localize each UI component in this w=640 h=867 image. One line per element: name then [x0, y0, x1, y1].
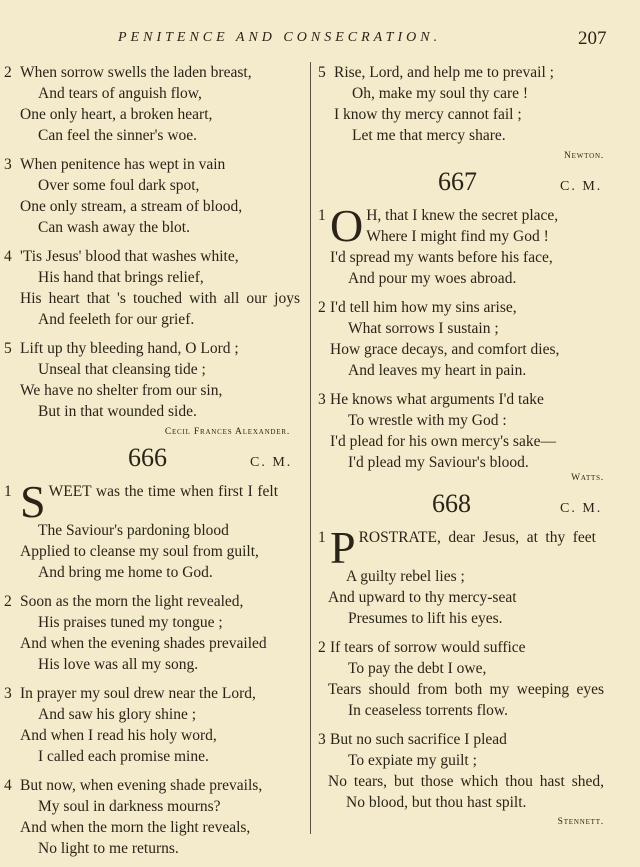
verse-line: To wrestle with my God : — [348, 412, 507, 429]
verse-line: Soon as the morn the light revealed, — [20, 593, 244, 610]
verse-line: And when the morn the light reveals, — [20, 819, 251, 836]
meter: C. M. — [250, 455, 293, 470]
verse — [0, 775, 300, 859]
verse-line: And bring me home to God. — [38, 564, 213, 581]
verse-line: But now, when evening shade prevails, — [20, 777, 263, 794]
verse — [0, 62, 300, 146]
author-credit: Newton. — [564, 151, 604, 161]
verse-line: I'd plead my Saviour's blood. — [348, 454, 529, 471]
verse-line: I called each promise mine. — [38, 748, 209, 765]
first-verse-body — [0, 481, 300, 527]
verse-line: Can feel the sinner's woe. — [38, 127, 198, 144]
verse-line: Can wash away the blot. — [38, 219, 190, 236]
drop-cap: P — [330, 527, 356, 573]
verse-line: And upward to thy mercy-seat — [328, 589, 517, 606]
hymn-heading — [314, 167, 614, 201]
verse — [314, 729, 614, 813]
verse-line: One only heart, a broken heart, — [20, 106, 213, 123]
first-verse-body — [314, 527, 614, 573]
verse-line: But in that wounded side. — [38, 403, 197, 420]
drop-cap: O — [330, 205, 364, 251]
meter: C. M. — [560, 179, 603, 194]
verse-line: 'Tis Jesus' blood that washes white, — [20, 248, 239, 265]
verse-line: And leaves my heart in pain. — [348, 362, 527, 379]
hymn-heading — [0, 443, 300, 477]
verse-line: ROSTRATE, dear Jesus, at thy feet — [358, 529, 596, 546]
verse-line: I'd plead for his own mercy's sake— — [330, 433, 556, 450]
left-column — [0, 62, 300, 867]
verse — [0, 246, 300, 330]
verse-line: If tears of sorrow would suffice — [330, 639, 526, 656]
verse-line: Unseal that cleansing tide ; — [38, 361, 206, 378]
hymn-number: 666 — [128, 443, 167, 472]
verse-line: I know thy mercy cannot fail ; — [334, 106, 522, 123]
verse-line: And when I read his holy word, — [20, 727, 217, 744]
verse-line: Lift up thy bleeding hand, O Lord ; — [20, 340, 239, 357]
verse-line: He knows what arguments I'd take — [330, 391, 544, 408]
verse-line: What sorrows I sustain ; — [348, 320, 499, 337]
right-column — [314, 62, 614, 833]
verse-line: WEET was the time when first I felt — [48, 483, 278, 500]
verse-line: And saw his glory shine ; — [38, 706, 197, 723]
verse-line: Rise, Lord, and help me to prevail ; — [334, 64, 554, 81]
verse — [0, 683, 300, 767]
verse-line: A guilty rebel lies ; — [346, 568, 465, 585]
verse-line: My soul in darkness mourns? — [38, 798, 221, 815]
verse-line: And tears of anguish flow, — [38, 85, 202, 102]
hymn-heading — [314, 489, 614, 523]
verse-line: And when the evening shades prevailed — [20, 635, 267, 652]
verse-line: His heart that 's touched with all our joys — [20, 290, 300, 307]
verse-line: His hand that brings relief, — [38, 269, 204, 286]
verse-number: 3 — [318, 391, 326, 408]
verse-line: I'd tell him how my sins arise, — [330, 299, 517, 316]
verse-line: Applied to cleanse my soul from guilt, — [20, 543, 259, 560]
verse-line: H, that I knew the secret place, — [366, 207, 559, 224]
verse-line: The Saviour's pardoning blood — [38, 522, 229, 539]
verse-number: 2 — [318, 299, 326, 316]
verse — [314, 205, 614, 289]
verse — [314, 637, 614, 721]
verse-line: No blood, but thou hast spilt. — [346, 794, 527, 811]
page-number: 207 — [578, 28, 607, 49]
verse — [0, 154, 300, 238]
verse-line: No tears, but those which thou hast shed, — [328, 773, 604, 790]
verse — [314, 62, 614, 146]
verse-number: 1 — [4, 483, 12, 500]
verse-number: 3 — [4, 156, 12, 173]
verse-line: Over some foul dark spot, — [38, 177, 200, 194]
author-credit: Watts. — [571, 473, 604, 483]
verse-line: When sorrow swells the laden breast, — [20, 64, 252, 81]
verse-number: 3 — [318, 731, 326, 748]
verse-line: His praises tuned my tongue ; — [38, 614, 223, 631]
verse-line: No light to me returns. — [38, 840, 179, 857]
verse-line: To pay the debt I owe, — [348, 660, 487, 677]
verse — [314, 297, 614, 381]
verse-line: Oh, make my soul thy care ! — [352, 85, 529, 102]
running-title: PENITENCE AND CONSECRATION. — [118, 30, 442, 45]
verse-line: One only stream, a stream of blood, — [20, 198, 243, 215]
verse-line: In ceaseless torrents flow. — [348, 702, 508, 719]
verse-line: How grace decays, and comfort dies, — [330, 341, 560, 358]
verse-number: 1 — [318, 529, 326, 546]
verse-line: I'd spread my wants before his face, — [330, 249, 553, 266]
verse-line: And pour my woes abroad. — [348, 270, 517, 287]
verse-number: 2 — [4, 64, 12, 81]
verse — [0, 338, 300, 422]
verse — [0, 481, 300, 583]
verse-line: Presumes to lift his eyes. — [348, 610, 503, 627]
verse — [314, 389, 614, 473]
verse-line: When penitence has wept in vain — [20, 156, 226, 173]
verse-number: 5 — [4, 340, 12, 357]
first-verse-body — [314, 205, 614, 251]
verse-line: Let me that mercy share. — [352, 127, 506, 144]
verse-line: But no such sacrifice I plead — [330, 731, 507, 748]
page-header — [0, 28, 640, 50]
hymn-number: 667 — [438, 167, 477, 196]
verse-number: 2 — [4, 593, 12, 610]
column-divider — [310, 62, 311, 834]
verse-line: Where I might find my God ! — [366, 228, 549, 245]
verse-number: 4 — [4, 248, 12, 265]
verse — [0, 591, 300, 675]
verse-number: 3 — [4, 685, 12, 702]
verse-line: We have no shelter from our sin, — [20, 382, 223, 399]
drop-cap: S — [20, 481, 46, 527]
verse-number: 4 — [4, 777, 12, 794]
verse-line: His love was all my song. — [38, 656, 199, 673]
verse-number: 1 — [318, 207, 326, 224]
verse-line: In prayer my soul drew near the Lord, — [20, 685, 256, 702]
verse-line: Tears should from both my weeping eyes — [328, 681, 604, 698]
meter: C. M. — [560, 501, 603, 516]
verse-number: 5 — [318, 64, 326, 81]
author-credit: Stennett. — [557, 817, 604, 827]
verse-line: To expiate my guilt ; — [348, 752, 477, 769]
verse-number: 2 — [318, 639, 326, 656]
hymn-number: 668 — [432, 489, 471, 518]
verse — [314, 527, 614, 629]
verse-line: And feeleth for our grief. — [38, 311, 195, 328]
author-credit: Cecil Frances Alexander. — [164, 427, 290, 437]
